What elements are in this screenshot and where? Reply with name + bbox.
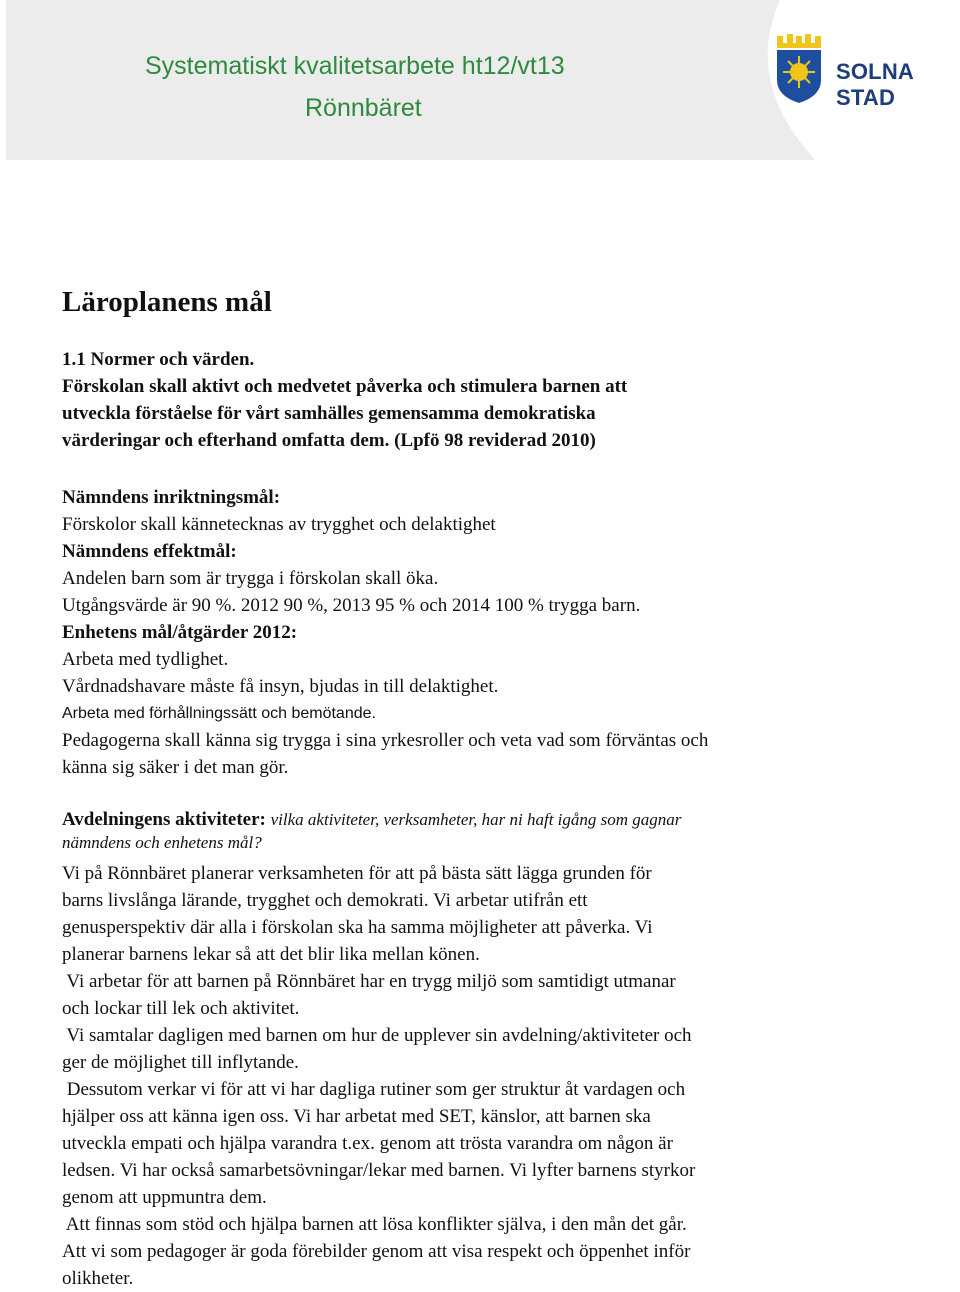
header-subtitle: Rönnbäret <box>305 94 422 122</box>
activities-question-cont: nämndens och enhetens mål? <box>62 833 262 852</box>
body-line: Vi på Rönnbäret planerar verksamheten för att på bästa sätt lägga grunden för <box>62 863 652 884</box>
body-line: planerar barnens lekar så att det blir lika mellan könen. <box>62 944 480 965</box>
body-line: barns livslånga lärande, trygghet och demokrati. Vi arbetar utifrån ett <box>62 890 588 911</box>
page-heading: Läroplanens mål <box>62 286 272 318</box>
intro-line: Förskolan skall aktivt och medvetet påverka och stimulera barnen att <box>62 376 628 397</box>
body-line: genom att uppmuntra dem. <box>62 1187 267 1208</box>
body-line: Dessutom verkar vi för att vi har dagliga rutiner som ger struktur åt vardagen och <box>62 1079 686 1100</box>
enhet-item: Vårdnadshavare måste få insyn, bjudas in till delaktighet. <box>62 676 499 697</box>
intro-line: värderingar och efterhand omfatta dem. (Lpfö 98 reviderad 2010) <box>62 430 596 451</box>
body-line: genusperspektiv där alla i förskolan ska ha samma möjligheter att påverka. Vi <box>62 917 653 938</box>
effekt-text: Andelen barn som är trygga i förskolan skall öka. <box>62 568 439 589</box>
effekt-label: Nämndens effektmål: <box>62 541 237 562</box>
enhet-item: Arbeta med tydlighet. <box>62 649 229 670</box>
enhet-item: Arbeta med förhållningssätt och bemötande. <box>62 705 376 722</box>
utgang-text: Utgångsvärde är 90 %. 2012 90 %, 2013 95 % och 2014 100 % trygga barn. <box>62 595 641 616</box>
solna-crest-logo <box>773 34 825 104</box>
body-line: ger de möjlighet till inflytande. <box>62 1052 299 1073</box>
intro-line: utveckla förståelse för vårt samhälles gemensamma demokratiska <box>62 403 596 424</box>
enhet-item: känna sig säker i det man gör. <box>62 757 289 778</box>
activities-heading <box>62 806 922 833</box>
enhet-item: Pedagogerna skall känna sig trygga i sina yrkesroller och veta vad som förväntas och <box>62 730 709 751</box>
body-line: utveckla empati och hjälpa varandra t.ex. genom att trösta varandra om någon är <box>62 1133 673 1154</box>
body-line: ledsen. Vi har också samarbetsövningar/lekar med barnen. Vi lyfter barnens styrkor <box>62 1160 696 1181</box>
body-line: Vi samtalar dagligen med barnen om hur de upplever sin avdelning/aktiviteter och <box>62 1025 692 1046</box>
section-title: 1.1 Normer och värden. <box>62 349 255 370</box>
activities-body <box>62 860 922 1292</box>
inriktning-label: Nämndens inriktningsmål: <box>62 487 281 508</box>
body-line: hjälper oss att känna igen oss. Vi har arbetat med SET, känslor, att barnen ska <box>62 1106 651 1127</box>
body-line: Vi arbetar för att barnen på Rönnbäret har en trygg miljö som samtidigt utmanar <box>62 971 676 992</box>
body-line: och lockar till lek och aktivitet. <box>62 998 300 1019</box>
enhet-label: Enhetens mål/åtgärder 2012: <box>62 622 298 643</box>
body-line: Att finnas som stöd och hjälpa barnen att lösa konflikter själva, i den mån det går. <box>62 1214 687 1235</box>
body-line: olikheter. <box>62 1268 134 1289</box>
inriktning-text: Förskolor skall kännetecknas av trygghet och delaktighet <box>62 514 496 535</box>
section-goals <box>62 484 832 781</box>
header-title: Systematiskt kvalitetsarbete ht12/vt13 <box>145 52 565 80</box>
brand-name: SOLNA STAD <box>836 59 914 110</box>
activities-question: vilka aktiviteter, verksamheter, har ni haft igång som gagnar <box>270 810 682 829</box>
section-normer <box>62 346 832 454</box>
body-line: Att vi som pedagoger är goda förebilder genom att visa respekt och öppenhet inför <box>62 1241 691 1262</box>
section-activities <box>62 806 922 853</box>
activities-label: Avdelningens aktiviteter: <box>62 809 266 830</box>
